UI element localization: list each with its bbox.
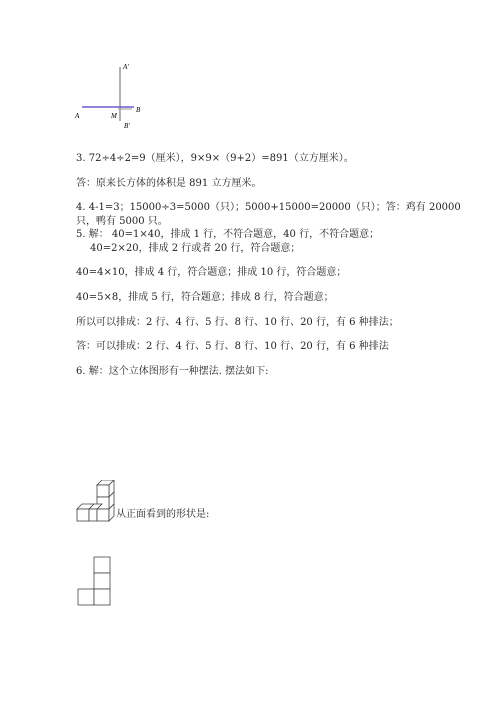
cube-bottom-left: [77, 509, 89, 521]
q3-calculation: 3. 72÷4÷2=9（厘米），9×9×（9+2）=891（立方厘米）。: [76, 153, 354, 164]
cube-bottom-mid: [89, 509, 97, 521]
q5-line-1: 5. 解： 40=1×40，排成 1 行，不符合题意，40 行，不符合题意；: [76, 229, 380, 240]
perpendicular-lines-figure: [70, 55, 160, 135]
label-b: B: [136, 106, 141, 114]
front-view-square-top: [94, 557, 110, 573]
cube-stack-figure: [76, 480, 118, 536]
q5-answer: 答：可以排成：2 行、4 行、5 行、8 行、10 行、20 行，有 6 种排法: [76, 341, 389, 352]
q6-intro: 6. 解：这个立体图形有一种摆法. 摆法如下:: [76, 366, 269, 377]
label-a-top: A': [123, 63, 129, 71]
label-b-bottom: B': [124, 122, 130, 130]
q6-front-view-label: 从正面看到的形状是:: [116, 509, 210, 520]
cube-bottom-right-front-face: [97, 509, 109, 521]
q5-line-3: 40=4×10，排成 4 行，符合题意；排成 10 行，符合题意；: [76, 267, 347, 278]
front-view-square-middle: [94, 573, 110, 589]
cube-top-front-face: [97, 485, 109, 497]
q5-line-4: 40=5×8，排成 5 行，符合题意；排成 8 行，符合题意；: [76, 292, 334, 303]
q5-line-5: 所以可以排成：2 行、4 行、5 行、8 行、10 行、20 行，有 6 种排法；: [76, 317, 399, 328]
front-view-figure: [76, 556, 112, 606]
q4-line-2: 只，鸭有 5000 只。: [76, 216, 168, 227]
q5-line-2: 40=2×20，排成 2 行或者 20 行，符合题意；: [90, 243, 301, 254]
q4-line-1: 4. 4-1=3；15000÷3=5000（只）；5000+15000=20000（只）；答：鸡有 20000: [76, 202, 461, 213]
q3-answer: 答：原来长方体的体积是 891 立方厘米。: [76, 178, 262, 189]
front-view-square-bottom-right: [94, 589, 110, 605]
front-view-square-bottom-left: [78, 589, 94, 605]
label-a-left: A: [75, 112, 80, 120]
label-m: M: [111, 112, 117, 120]
